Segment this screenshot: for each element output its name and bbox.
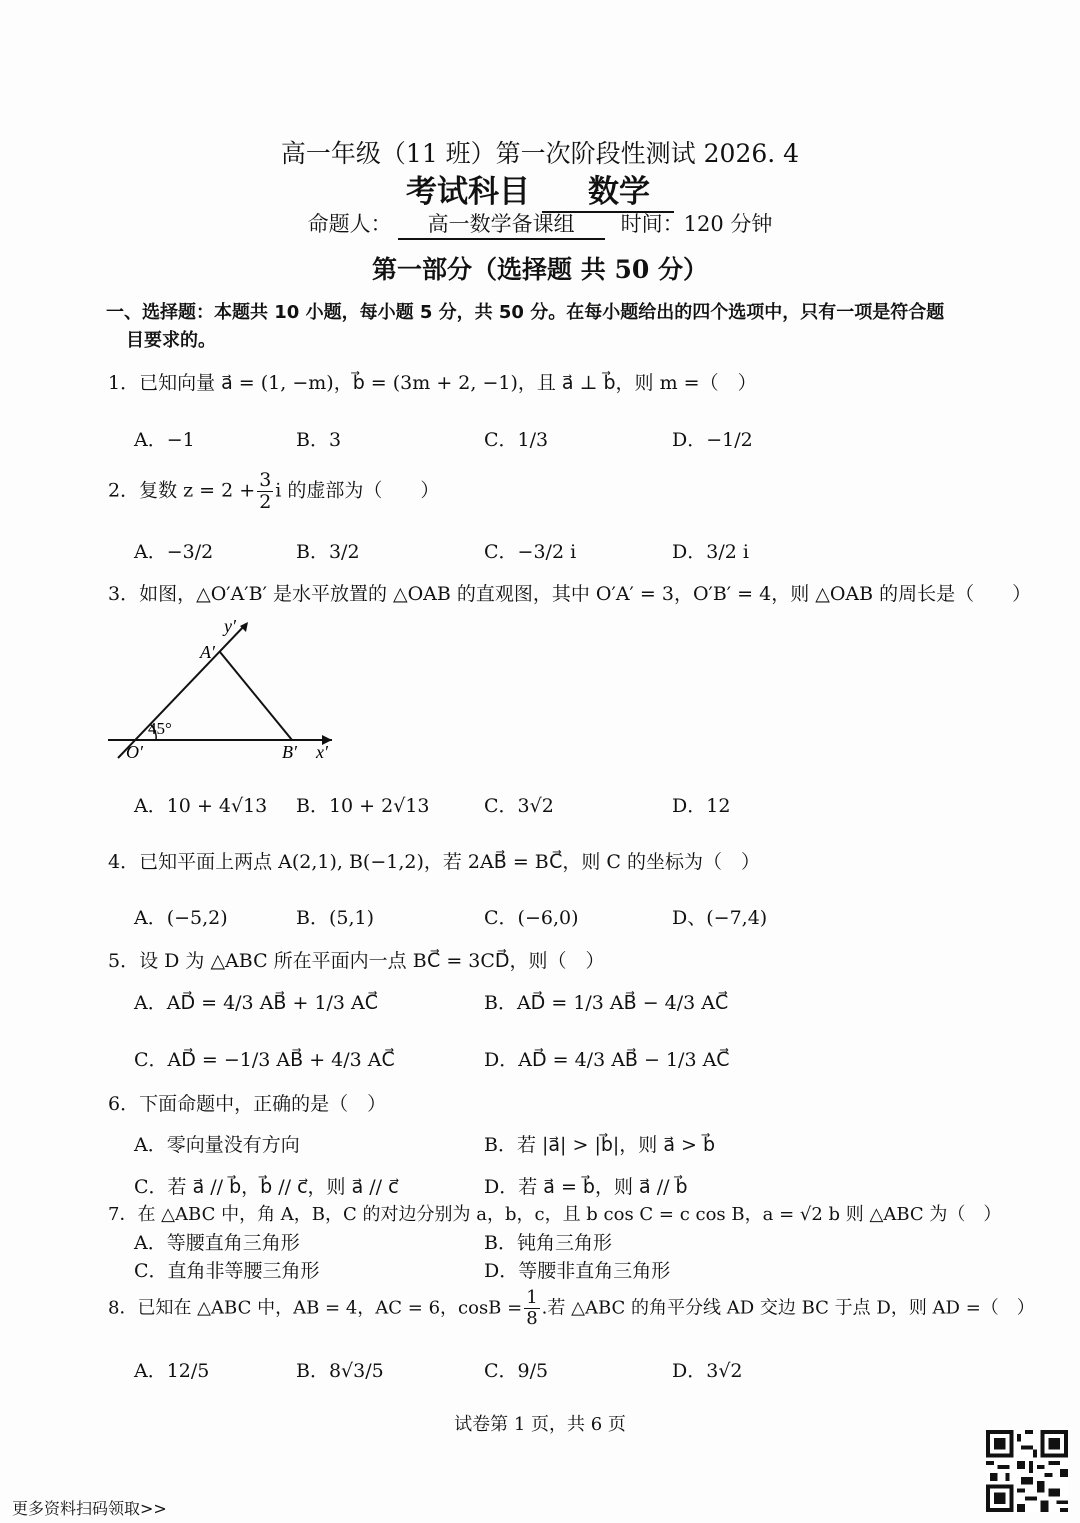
subject-value: 数学 (542, 166, 674, 213)
question-7-stem: 7．在 △ABC 中，角 A，B，C 的对边分别为 a，b，c，且 b cos C = c cos B，a = √2 b 则 △ABC 为（ ） (108, 1204, 1002, 1225)
question-5-stem: 5．设 D 为 △ABC 所在平面内一点 BC⃗ = 3CD⃗，则（ ） (108, 950, 605, 972)
q4-option-d: D、(−7,4) (672, 907, 768, 929)
q2-stem-pre: 2．复数 z = 2 + (108, 479, 256, 502)
q8-option-d: D．3√2 (672, 1360, 743, 1382)
q7-option-c: C．直角非等腰三角形 (134, 1260, 320, 1282)
q2-frac-num: 3 (259, 469, 272, 491)
q4-option-c: C．(−6,0) (484, 907, 579, 929)
q7-option-b: B．钝角三角形 (484, 1232, 612, 1254)
y-axis (118, 624, 246, 758)
q7-option-a: A．等腰直角三角形 (134, 1232, 300, 1254)
question-4-stem: 4．已知平面上两点 A(2,1), B(−1,2)，若 2AB⃗ = BC⃗，则 C 的坐标为（ ） (108, 851, 760, 873)
page-footer: 试卷第 1 页，共 6 页 (454, 1414, 626, 1435)
q5-option-b: B．AD⃗ = 1/3 AB⃗ − 4/3 AC⃗ (484, 992, 729, 1014)
question-8-stem (108, 1288, 1035, 1329)
section-instruction-line2: 目要求的。 (126, 330, 216, 351)
label-y-prime: y′ (224, 616, 236, 636)
subject-line (0, 166, 1080, 213)
q6-option-b: B．若 |a⃗| > |b⃗|，则 a⃗ > b⃗ (484, 1134, 716, 1156)
q8-stem-pre: 8．已知在 △ABC 中，AB = 4，AC = 6，cosB = (108, 1297, 523, 1319)
q2-frac-den: 2 (259, 491, 272, 513)
q2-option-c: C．−3/2 i (484, 541, 577, 563)
q8-frac-num: 1 (526, 1287, 538, 1308)
q5-option-c: C．AD⃗ = −1/3 AB⃗ + 4/3 AC⃗ (134, 1049, 395, 1071)
q8-stem-post: .若 △ABC 的角平分线 AD 交边 BC 于点 D，则 AD =（ ） (541, 1297, 1035, 1319)
q8-option-c: C．9/5 (484, 1360, 549, 1382)
qr-code-icon[interactable] (986, 1430, 1068, 1512)
q8-option-b: B．8√3/5 (296, 1360, 384, 1382)
question-3-stem: 3．如图，△O′A′B′ 是水平放置的 △OAB 的直观图，其中 O′A′ = 3，O′B′ = 4，则 △OAB 的周长是（ ） (108, 583, 1032, 605)
part-title: 第一部分（选择题 共 50 分） (372, 255, 708, 284)
q1-option-d: D．−1/2 (672, 429, 753, 451)
q2-option-a: A．−3/2 (134, 541, 214, 563)
q4-option-b: B．(5,1) (296, 907, 375, 929)
q2-option-b: B．3/2 (296, 541, 360, 563)
exam-title: 高一年级（11 班）第一次阶段性测试 2026. 4 (280, 139, 800, 168)
q1-option-c: C．1/3 (484, 429, 549, 451)
q5-option-a: A．AD⃗ = 4/3 AB⃗ + 1/3 AC⃗ (134, 992, 379, 1014)
q1-option-a: A．−1 (134, 429, 195, 451)
side-a-b (220, 652, 292, 740)
q7-option-d: D．等腰非直角三角形 (484, 1260, 671, 1282)
question-2-stem (108, 470, 439, 513)
q2-stem-post: i 的虚部为（ ） (275, 479, 440, 502)
author-label: 命题人： (307, 212, 392, 236)
q6-option-c: C．若 a⃗ // b⃗，b⃗ // c⃗，则 a⃗ // c⃗ (134, 1176, 399, 1198)
time-text: 时间：120 分钟 (620, 212, 773, 236)
q3-option-d: D．12 (672, 795, 731, 817)
question-6-stem: 6．下面命题中，正确的是（ ） (108, 1093, 387, 1115)
label-x-prime: x′ (316, 742, 328, 762)
q2-option-d: D．3/2 i (672, 541, 749, 563)
oblique-triangle-figure (100, 612, 360, 772)
q8-fraction (524, 1288, 539, 1329)
y-axis-arrow (240, 622, 248, 632)
q2-fraction (257, 470, 273, 513)
q8-option-a: A．12/5 (134, 1360, 210, 1382)
author-line (0, 208, 1080, 240)
q3-option-c: C．3√2 (484, 795, 554, 817)
q3-option-b: B．10 + 2√13 (296, 795, 430, 817)
section-instruction-line1: 一、选择题：本题共 10 小题，每小题 5 分，共 50 分。在每小题给出的四个选项中，只有一项是符合题 (106, 302, 945, 323)
label-a-prime: A′ (200, 642, 215, 662)
q6-option-a: A．零向量没有方向 (134, 1134, 300, 1156)
label-angle: 45° (148, 719, 172, 738)
label-o-prime: O′ (126, 742, 143, 762)
q4-option-a: A．(−5,2) (134, 907, 228, 929)
question-1-stem: 1．已知向量 a⃗ = (1, −m)，b⃗ = (3m + 2, −1)，且 a⃗ ⊥ b⃗，则 m =（ ） (108, 372, 757, 394)
subject-label: 考试科目 (406, 174, 530, 210)
q6-option-d: D．若 a⃗ = b⃗，则 a⃗ // b⃗ (484, 1176, 688, 1198)
label-b-prime: B′ (282, 742, 297, 762)
author-value: 高一数学备课组 (398, 208, 605, 240)
more-resources-link[interactable]: 更多资料扫码领取>> (12, 1499, 167, 1518)
q8-frac-den: 8 (526, 1308, 538, 1329)
q3-option-a: A．10 + 4√13 (134, 795, 268, 817)
q1-option-b: B．3 (296, 429, 342, 451)
q5-option-d: D．AD⃗ = 4/3 AB⃗ − 1/3 AC⃗ (484, 1049, 730, 1071)
